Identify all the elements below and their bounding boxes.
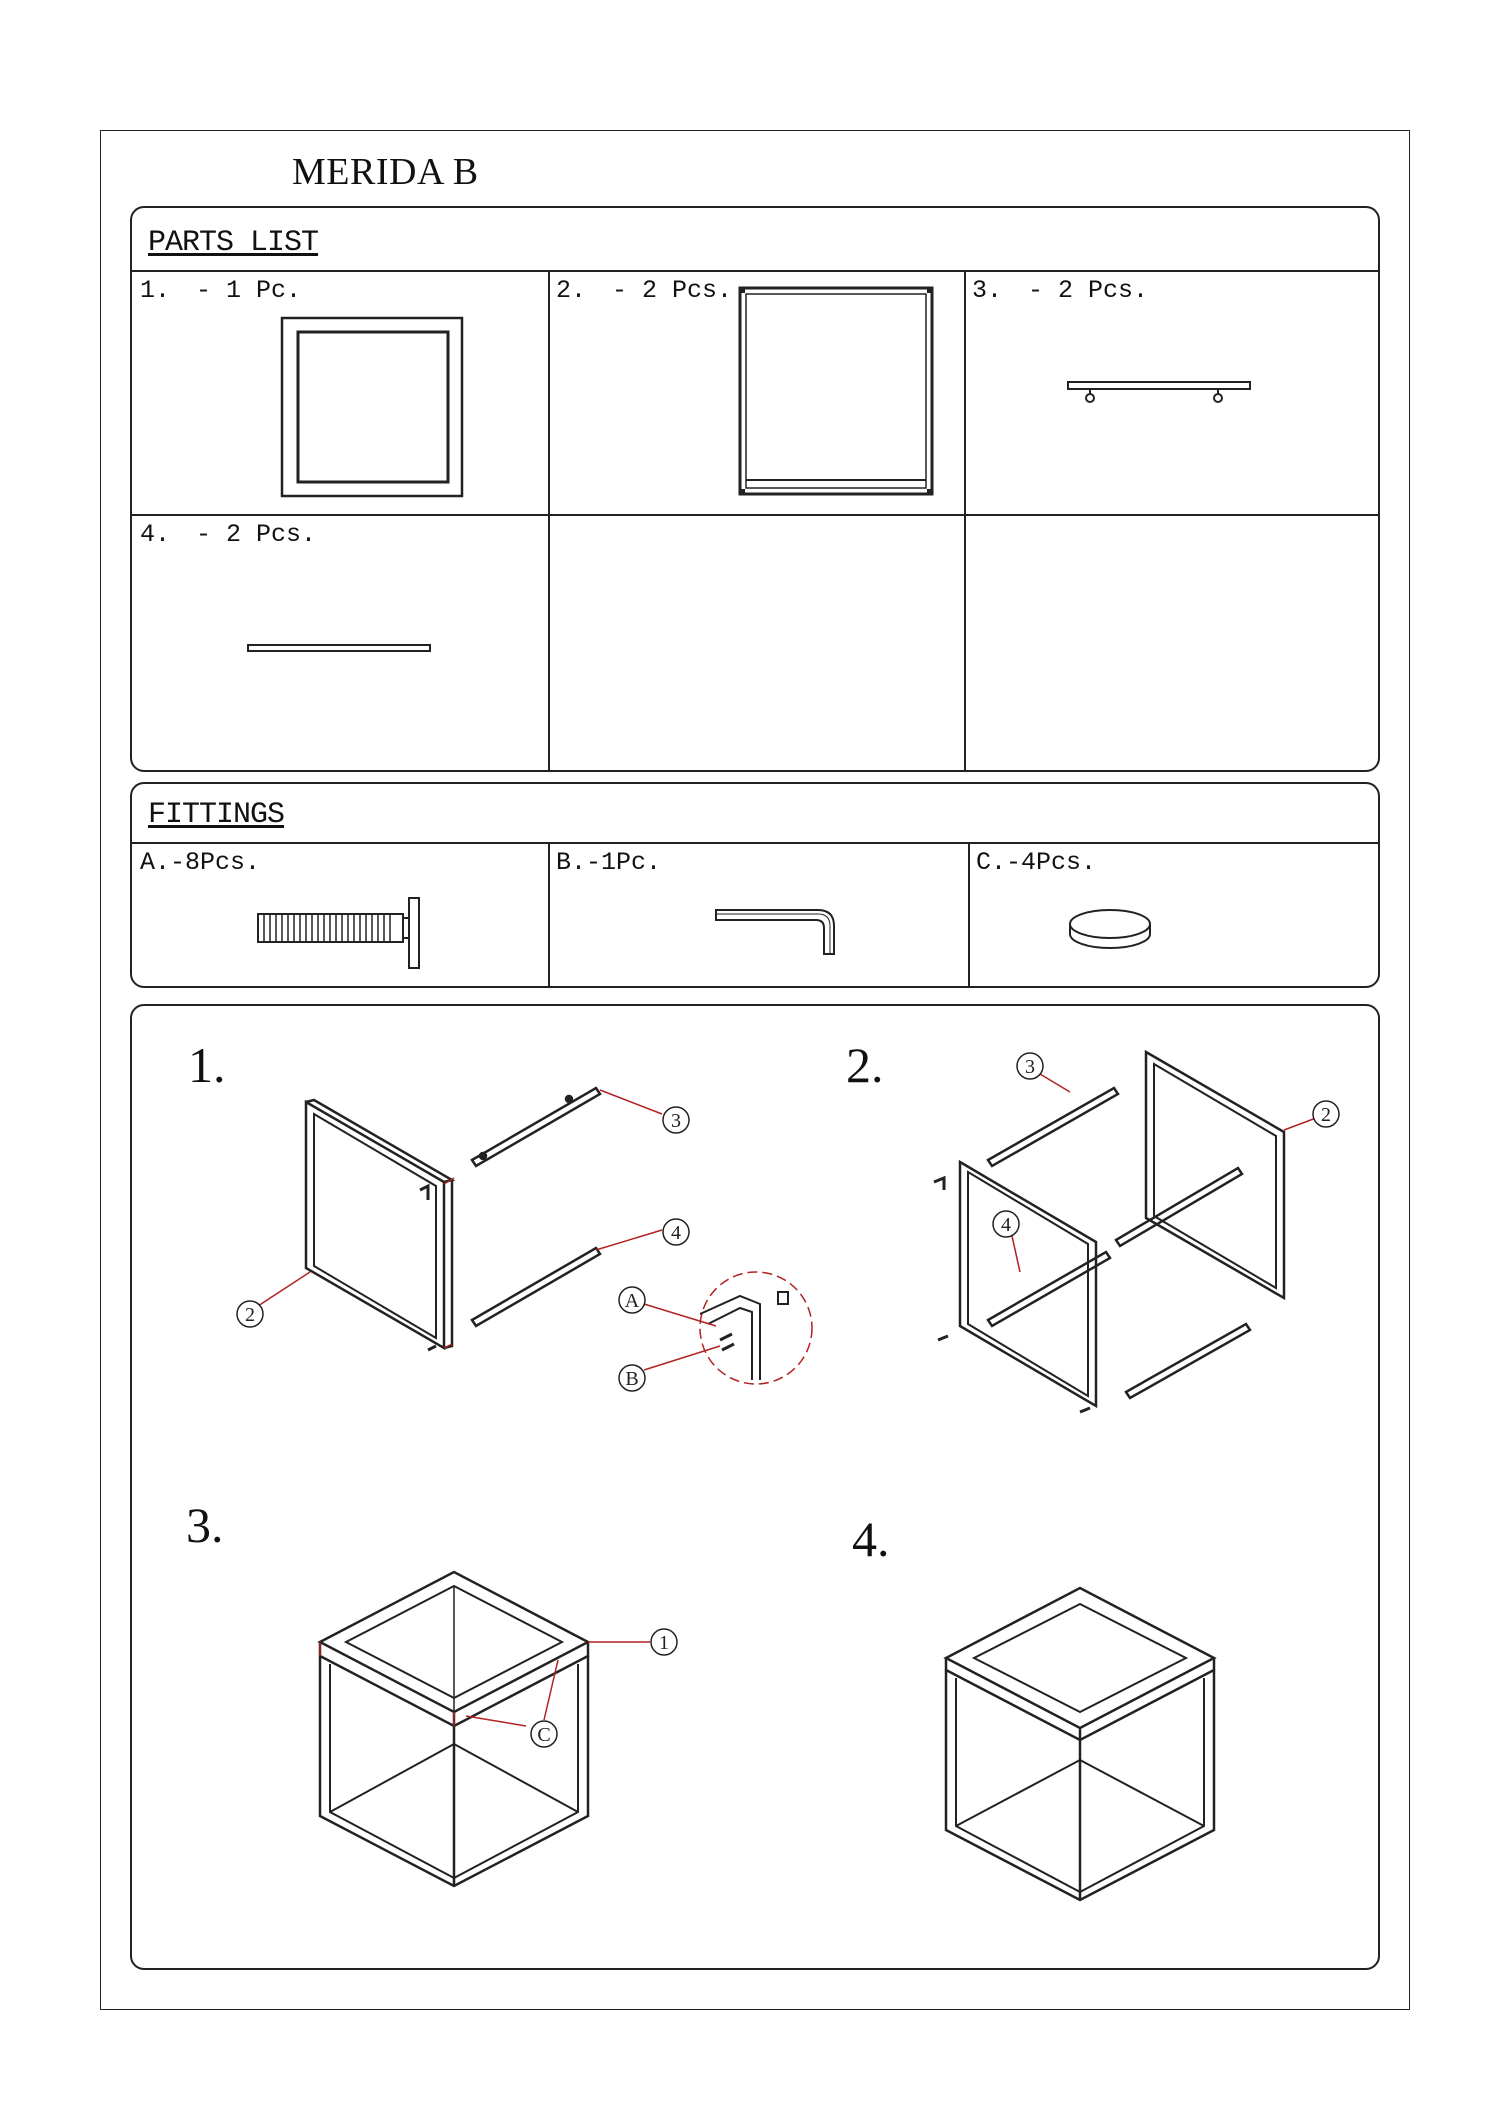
step-number: 2.: [846, 1037, 884, 1093]
bolted-rail-icon: [964, 270, 1380, 514]
fitting-label: C.-4Pcs.: [976, 848, 1097, 877]
callout-b: B: [625, 1368, 639, 1390]
fitting-label: B.-1Pc.: [556, 848, 662, 877]
side-frame-icon: [548, 270, 964, 514]
callout-4: 4: [1001, 1214, 1011, 1236]
part-quantity: - 2 Pcs.: [196, 520, 317, 549]
part-cell-2: [548, 270, 964, 514]
fitting-cell-c: [968, 842, 1380, 988]
allen-key-icon: [548, 842, 968, 988]
bolt-icon: [132, 842, 548, 988]
callout-4: 4: [671, 1222, 681, 1244]
fittings-heading: FITTINGS: [148, 798, 285, 832]
part-number: 1.: [140, 276, 171, 305]
fitting-label: A.-8Pcs.: [140, 848, 261, 877]
fittings-panel: [130, 782, 1380, 988]
parts-list-header: [132, 208, 1378, 272]
step-2-diagram: [920, 1040, 1340, 1440]
document-title: MERIDA B: [292, 151, 479, 193]
part-cell-1: [132, 270, 548, 514]
fitting-cell-b: [548, 842, 968, 988]
felt-pad-icon: [968, 842, 1380, 988]
step-3-diagram: [300, 1530, 700, 1920]
callout-a: A: [624, 1290, 640, 1312]
part-cell-3: [964, 270, 1380, 514]
callout-c: C: [537, 1724, 551, 1746]
callout-2: 2: [245, 1304, 255, 1326]
part-quantity: - 2 Pcs.: [612, 276, 733, 305]
parts-list-heading: PARTS LIST: [148, 226, 319, 260]
part-quantity: - 2 Pcs.: [1028, 276, 1149, 305]
part-number: 2.: [556, 276, 587, 305]
plain-rail-icon: [132, 514, 548, 772]
step-1-diagram: [200, 1060, 840, 1440]
part-cell-4: [132, 514, 548, 772]
callout-1: 1: [659, 1632, 669, 1654]
callout-3: 3: [671, 1110, 681, 1132]
step-number: 1.: [188, 1037, 226, 1093]
part-quantity: - 1 Pc.: [196, 276, 302, 305]
part-number: 3.: [972, 276, 1003, 305]
part-number: 4.: [140, 520, 171, 549]
callout-3: 3: [1025, 1056, 1035, 1078]
step-4-diagram: [940, 1570, 1240, 1920]
square-top-frame-icon: [132, 270, 548, 514]
step-number: 4.: [852, 1511, 890, 1567]
callout-2: 2: [1321, 1104, 1331, 1126]
fittings-header: [132, 784, 1378, 844]
step-number: 3.: [186, 1497, 224, 1553]
parts-list-panel: [130, 206, 1380, 772]
fitting-cell-a: [132, 842, 548, 988]
